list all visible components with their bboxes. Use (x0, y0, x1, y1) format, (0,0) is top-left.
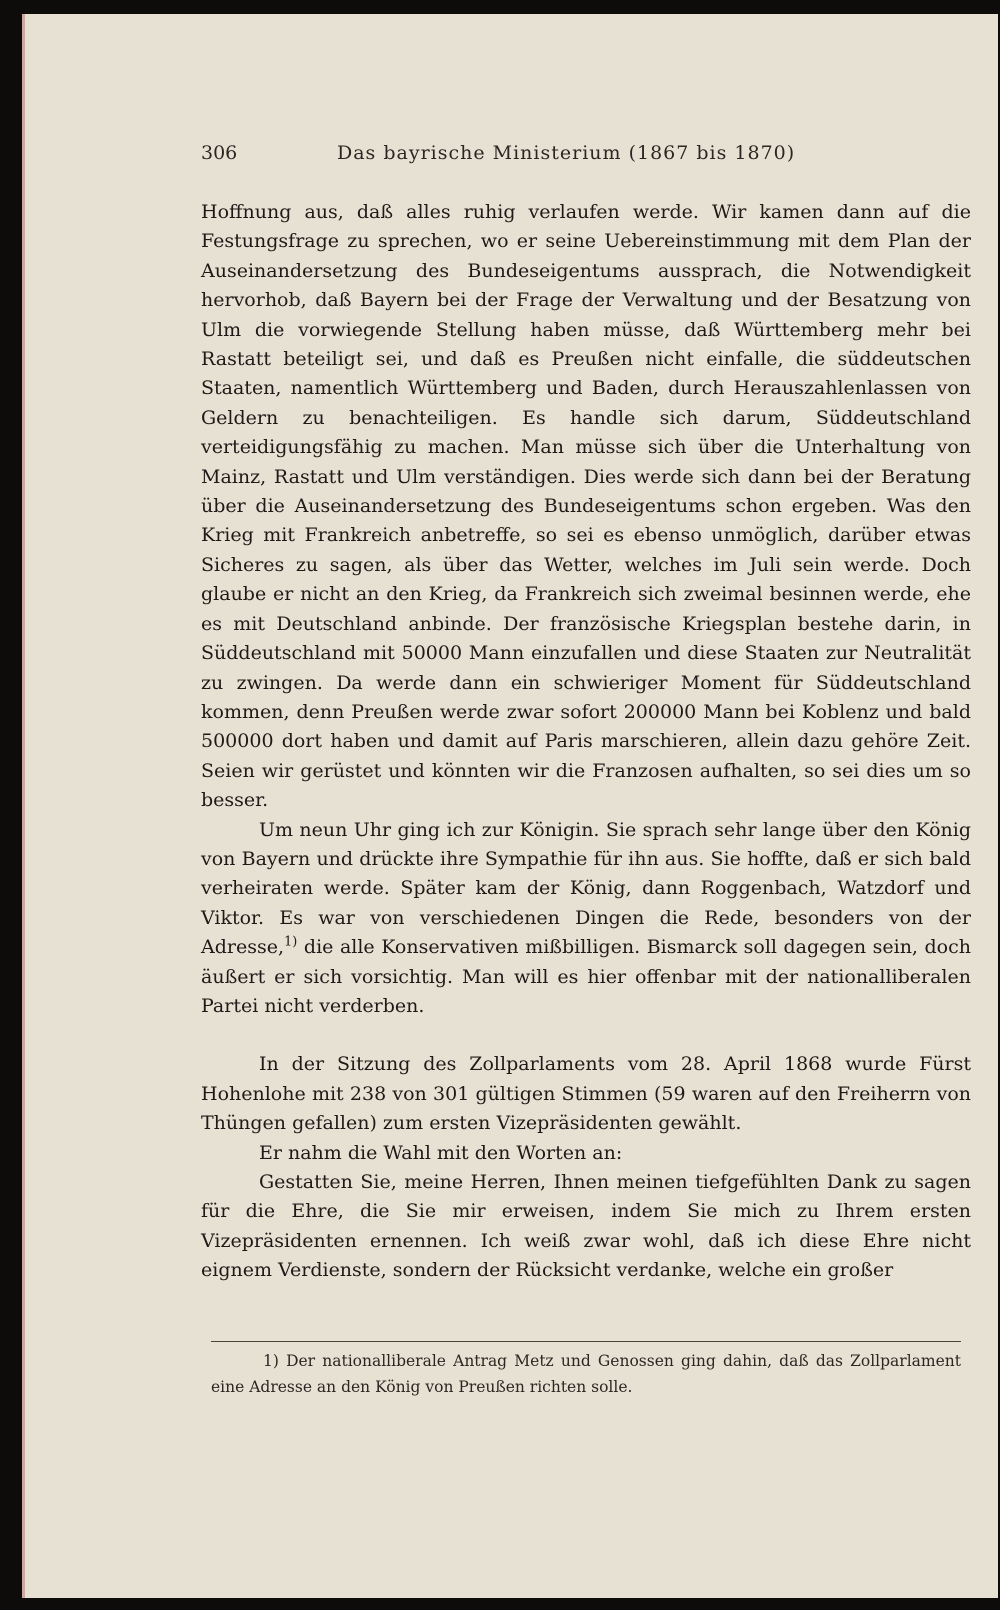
paragraph (201, 816, 971, 1022)
footnotes (211, 1348, 961, 1400)
paragraph: Hoffnung aus, daß alles ruhig verlaufen werde. Wir kamen dann auf die Festungsfrage zu sprechen, wo er seine Uebereinstimmung mit dem Plan der Auseinandersetzung des Bundeseigentums aussprach, die Notwendigkeit hervorhob, daß Bayern bei der Frage der Verwaltung und der Besatzung von Ulm die vorwiegende Stellung haben müsse, daß Württemberg mehr bei Rastatt beteiligt sei, und daß es Preußen nicht einfalle, die süddeutschen Staaten, namentlich Württemberg und Baden, durch Herauszahlenlassen von Geldern zu benachteiligen. Es handle sich darum, Süddeutschland verteidigungsfähig zu machen. Man müsse sich über die Unterhaltung von Mainz, Rastatt und Ulm verständigen. Dies werde sich dann bei der Beratung über die Auseinandersetzung des Bundeseigentums schon ergeben. Was den Krieg mit Frankreich anbetreffe, so sei es ebenso unmöglich, darüber etwas Sicheres zu sagen, als über das Wetter, welches im Juli sein werde. Doch glaube er nicht an den Krieg, da Frankreich sich zweimal besinnen werde, ehe es mit Deutschland anbinde. Der französische Kriegsplan bestehe darin, in Süddeutschland mit 50000 Mann einzufallen und diese Staaten zur Neutralität zu zwingen. Da werde dann ein schwieriger Moment für Süddeutschland kommen, denn Preußen werde zwar sofort 200000 Mann bei Koblenz und bald 500000 dort haben und damit auf Paris marschieren, allein dazu gehöre Zeit. Seien wir gerüstet und könnten wir die Franzosen aufhalten, so sei dies um so besser. (201, 201, 971, 812)
paragraph: Gestatten Sie, meine Herren, Ihnen meinen tiefgefühlten Dank zu sagen für die Ehre, die Sie mir erweisen, indem Sie mich zu Ihrem ersten Vizepräsidenten ernennen. Ich weiß zwar wohl, daß ich diese Ehre nicht eignem Verdienste, sondern der Rücksicht verdanke, welche ein großer (201, 1171, 971, 1282)
paragraph: In der Sitzung des Zollparlaments vom 28. April 1868 wurde Fürst Hohenlohe mit 238 von 301 gültigen Stimmen (59 waren auf den Freiherrn von Thüngen gefallen) zum ersten Vizepräsidenten gewählt. (201, 1053, 971, 1135)
footnote-divider (211, 1341, 961, 1342)
book-page (22, 14, 998, 1598)
page-header (201, 142, 971, 172)
running-title: Das bayrische Ministerium (1867 bis 1870) (337, 142, 796, 164)
paragraph-text: die alle Konservativen mißbilligen. Bismarck soll dagegen sein, doch äußert er sich vorsichtig. Man will es hier offenbar mit der nationalliberalen Partei nicht verderben. (201, 936, 971, 1017)
paragraph: Er nahm die Wahl mit den Worten an: (259, 1141, 623, 1164)
paragraph-text: Um neun Uhr ging ich zur Königin. Sie sprach sehr lange über den König von Bayern und drückte ihre Sympathie für ihn aus. Sie hoffte, daß er sich bald verheiraten werde. Später kam der König, dann Roggenbach, Watzdorf und Viktor. Es war von verschiedenen Dingen die Rede, besonders von der Adresse, (201, 818, 971, 959)
body-text (201, 198, 971, 1286)
footnote: 1) Der nationalliberale Antrag Metz und Genossen ging dahin, daß das Zollparlament eine Adresse an den König von Preußen richten solle. (211, 1352, 961, 1396)
page-number: 306 (201, 142, 238, 164)
footnote-reference: 1) (284, 934, 298, 950)
